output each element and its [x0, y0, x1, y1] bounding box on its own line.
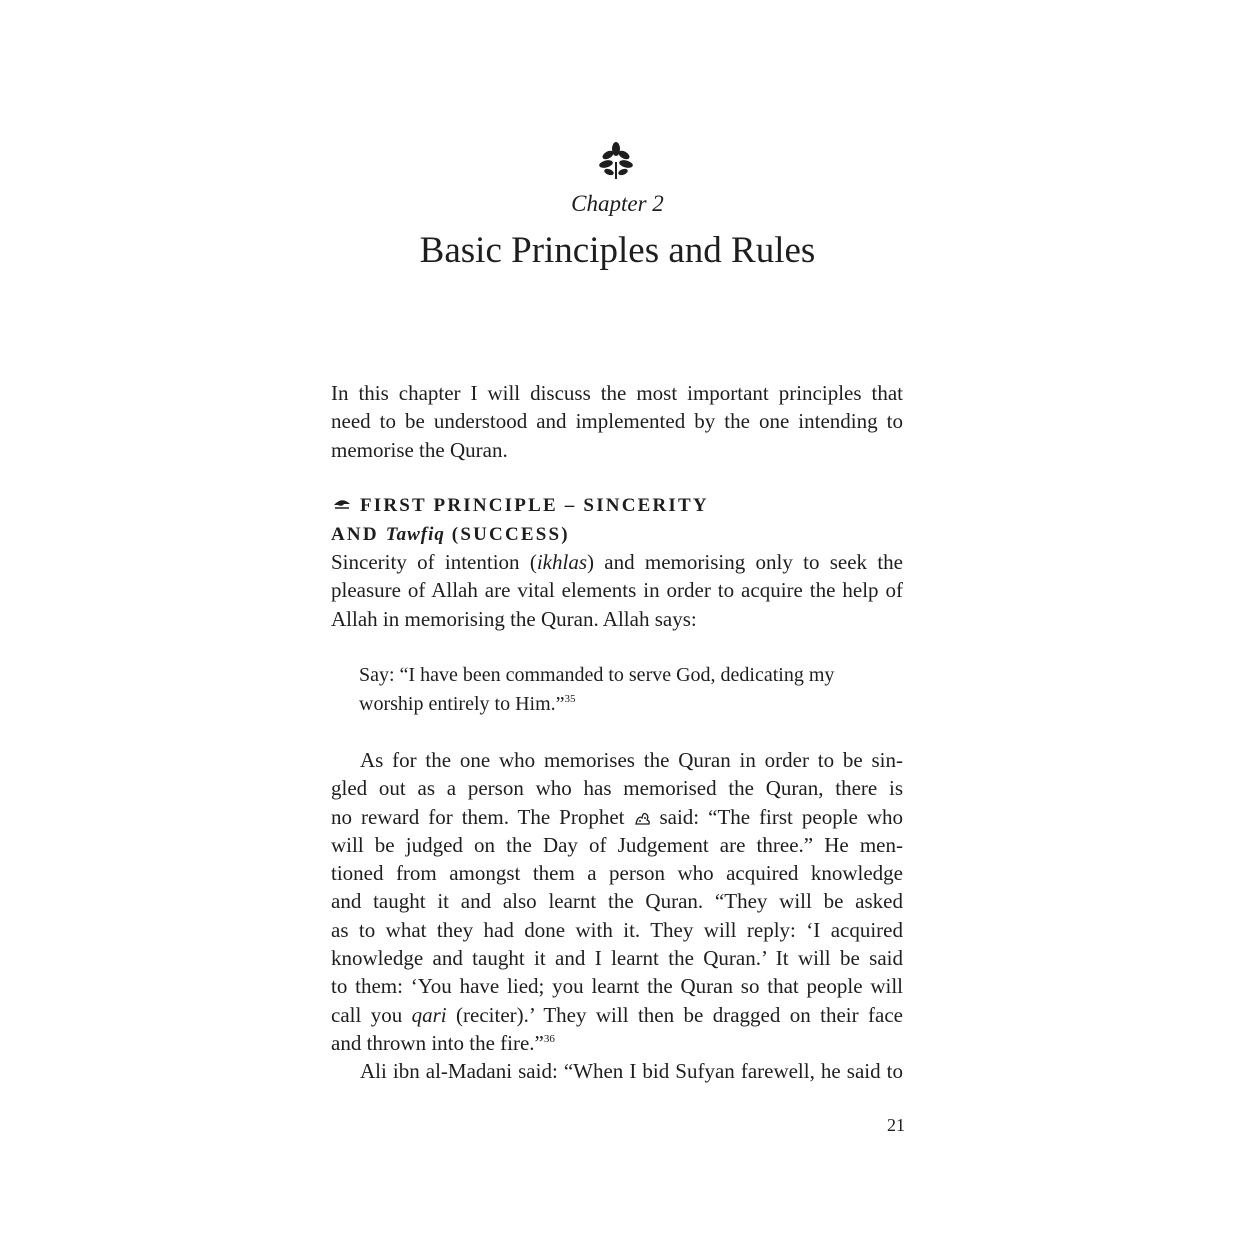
quran-quotation	[359, 661, 879, 718]
intro-line: memorise the Quran.	[331, 437, 508, 462]
chapter-label: Chapter 2	[571, 191, 664, 216]
paragraph-line: Sincerity of intention (ikhlas) and memorising only to seek the	[331, 550, 903, 574]
page-number: 21	[887, 1115, 905, 1135]
paragraph-line: will be judged on the Day of Judgement are three.” He men-	[331, 832, 903, 857]
heading-line-2-start: AND	[331, 523, 386, 545]
paragraph-line: pleasure of Allah are vital elements in order to acquire the help of	[331, 578, 903, 603]
quote-line: worship entirely to Him.”$^{35}$	[359, 692, 576, 715]
footnote-ref: 35	[564, 692, 576, 705]
chapter-title: Basic Principles and Rules	[419, 230, 816, 271]
heading-line-1: FIRST PRINCIPLE – SINCERITY	[359, 495, 709, 516]
leaf-ornament-icon	[598, 142, 634, 180]
term-qari: qari	[411, 1002, 447, 1027]
salutation-icon	[634, 809, 651, 826]
heading-term: Tawfiq	[385, 523, 445, 545]
paragraph-line: as to what they had done with it. They will reply: ‘I acquired	[331, 917, 903, 942]
section-bullet-icon	[331, 497, 353, 511]
paragraph-line: Ali ibn al-Madani said: “When I bid Sufyan farewell, he said to	[360, 1059, 903, 1084]
paragraph-line: and thrown into the fire.”$^{36}$	[331, 1030, 555, 1055]
term-ikhlas: ikhlas	[536, 550, 587, 574]
paragraph-sincerity	[331, 548, 903, 633]
paragraph-line: Allah in memorising the Quran. Allah says:	[331, 606, 697, 631]
paragraph-line: knowledge and taught it and I learnt the Quran.’ It will be said	[331, 946, 903, 971]
intro-line: In this chapter I will discuss the most important principles that	[331, 381, 903, 405]
quote-line: Say: “I have been commanded to serve God, dedicating my	[359, 664, 835, 686]
section-heading	[331, 492, 709, 549]
paragraph-line: tioned from amongst them a person who acquired knowledge	[331, 861, 903, 886]
paragraph-line: gled out as a person who has memorised the Quran, there is	[331, 776, 903, 801]
heading-line-2-end: (SUCCESS)	[444, 523, 570, 545]
intro-line: need to be understood and implemented by the one intending to	[331, 409, 903, 434]
intro-paragraph	[331, 379, 903, 464]
paragraph-prophet-hadith	[331, 746, 903, 1086]
paragraph-line: to them: ‘You have lied; you learnt the Quran so that people will	[331, 974, 903, 999]
footnote-ref: 36	[543, 1032, 555, 1045]
paragraph-line: call you qari (reciter).’ They will then be dragged on their face	[331, 1002, 903, 1027]
paragraph-line: As for the one who memorises the Quran in order to be sin-	[360, 748, 903, 772]
paragraph-line: and taught it and also learnt the Quran. “They will be asked	[331, 889, 903, 914]
paragraph-line: no reward for them. The Prophet said: “The first people who	[331, 804, 903, 829]
